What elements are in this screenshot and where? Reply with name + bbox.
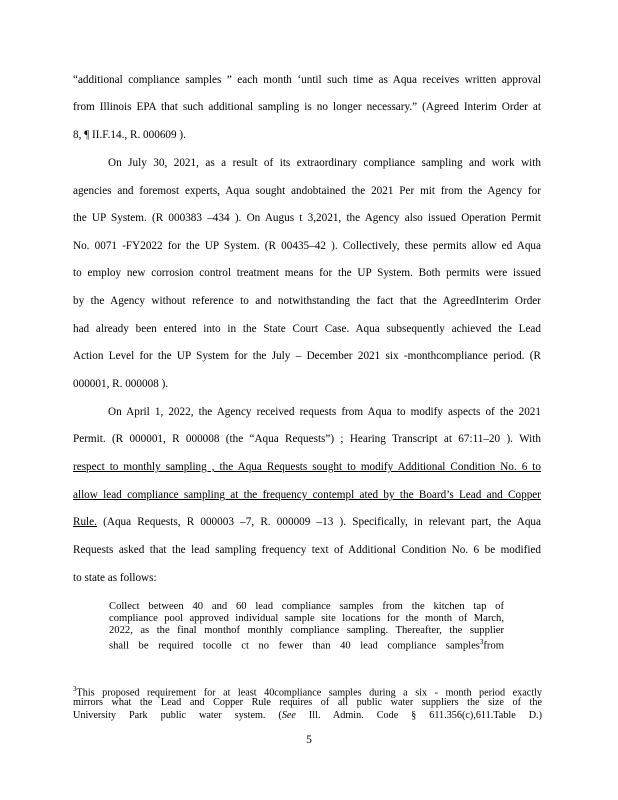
body-line-3: 8, ¶ II.F.14., R. 000609 ). bbox=[73, 129, 186, 141]
block-quote-line-4-text: shall be required tocolle ct no fewer than 40 lead compliance samples bbox=[109, 640, 480, 652]
body-line-17-rest: (Aqua Requests, R 000003 –7, R. 000009 –13 ). Specifically, in relevant part, the Aqua bbox=[96, 516, 541, 528]
block-quote-line-4-end: from bbox=[483, 640, 504, 652]
body-line-7: No. 0071 -FY2022 for the UP System. (R 00435–42 ). Collectively, these permits allow ed Aqua bbox=[73, 240, 541, 252]
body-line-12: 000001, R. 000008 ). bbox=[73, 378, 169, 390]
body-line-14: Permit. (R 000001, R 000008 (the “Aqua Requests”) ; Hearing Transcript at 67:11–20 ). With bbox=[73, 433, 541, 445]
body-line-11: Action Level for the UP System for the July – December 2021 six -monthcompliance period. (R bbox=[73, 350, 541, 362]
footnote-line-3-b: Ill. Admin. Code § 611.356(c),611.Table D.) bbox=[295, 710, 542, 721]
block-quote-line-1: Collect between 40 and 60 lead compliance samples from the kitchen tap of bbox=[109, 601, 504, 612]
body-line-10: had already been entered into in the State Court Case. Aqua subsequently achieved the Lead bbox=[73, 323, 541, 335]
body-line-9: by the Agency without reference to and notwithstanding the fact that the AgreedInterim Order bbox=[73, 295, 541, 307]
footnote-marker: 3 bbox=[73, 685, 77, 693]
footnote-see-signal: See bbox=[281, 710, 296, 721]
footnote-line-3 bbox=[73, 710, 542, 722]
body-line-4: On July 30, 2021, as a result of its extraordinary compliance sampling and work with bbox=[108, 157, 541, 169]
body-line-8: to employ new corrosion control treatment means for the UP System. Both permits were issued bbox=[73, 267, 541, 279]
footnote-line-2: mirrors what the Lead and Copper Rule requires of all public water suppliers the size of the bbox=[73, 697, 542, 708]
body-line-15-underlined: respect to monthly sampling , the Aqua Requests sought to modify Additional Condition No. 6 to bbox=[73, 461, 541, 473]
body-line-16-underlined: allow lead compliance sampling at the frequency contempl ated by the Board’s Lead and Copper bbox=[73, 489, 541, 501]
footnote-line-3-a: University Park public water system. ( bbox=[73, 710, 282, 721]
underlined-rule-word: Rule. bbox=[73, 516, 97, 528]
footnote-line-1-text: This proposed requirement for at least 40compliance samples during a six - month period exactly bbox=[76, 687, 542, 699]
body-line-17 bbox=[73, 515, 541, 529]
block-quote-line-4 bbox=[109, 637, 504, 652]
body-line-19: to state as follows: bbox=[73, 572, 157, 584]
body-line-2: from Illinois EPA that such additional sampling is no longer necessary.” (Agreed Interim Order at bbox=[73, 101, 541, 113]
block-quote-line-2: compliance pool approved individual sample site locations for the month of March, bbox=[109, 613, 504, 624]
page-number: 5 bbox=[306, 734, 312, 746]
block-quote-line-3: 2022, as the final monthof monthly compliance sampling. Thereafter, the supplier bbox=[109, 625, 504, 636]
body-line-6: the UP System. (R 000383 –434 ). On Augus t 3,2021, the Agency also issued Operation Permit bbox=[73, 212, 541, 224]
body-line-5: agencies and foremost experts, Aqua sought andobtained the 2021 Per mit from the Agency for bbox=[73, 185, 541, 197]
body-line-13: On April 1, 2022, the Agency received requests from Aqua to modify aspects of the 2021 bbox=[108, 406, 541, 418]
body-line-1: “additional compliance samples ” each month ‘until such time as Aqua receives written approval bbox=[73, 74, 541, 86]
footnote-reference: 3 bbox=[479, 638, 484, 646]
body-line-18: Requests asked that the lead sampling frequency text of Additional Condition No. 6 be modified bbox=[73, 544, 541, 556]
